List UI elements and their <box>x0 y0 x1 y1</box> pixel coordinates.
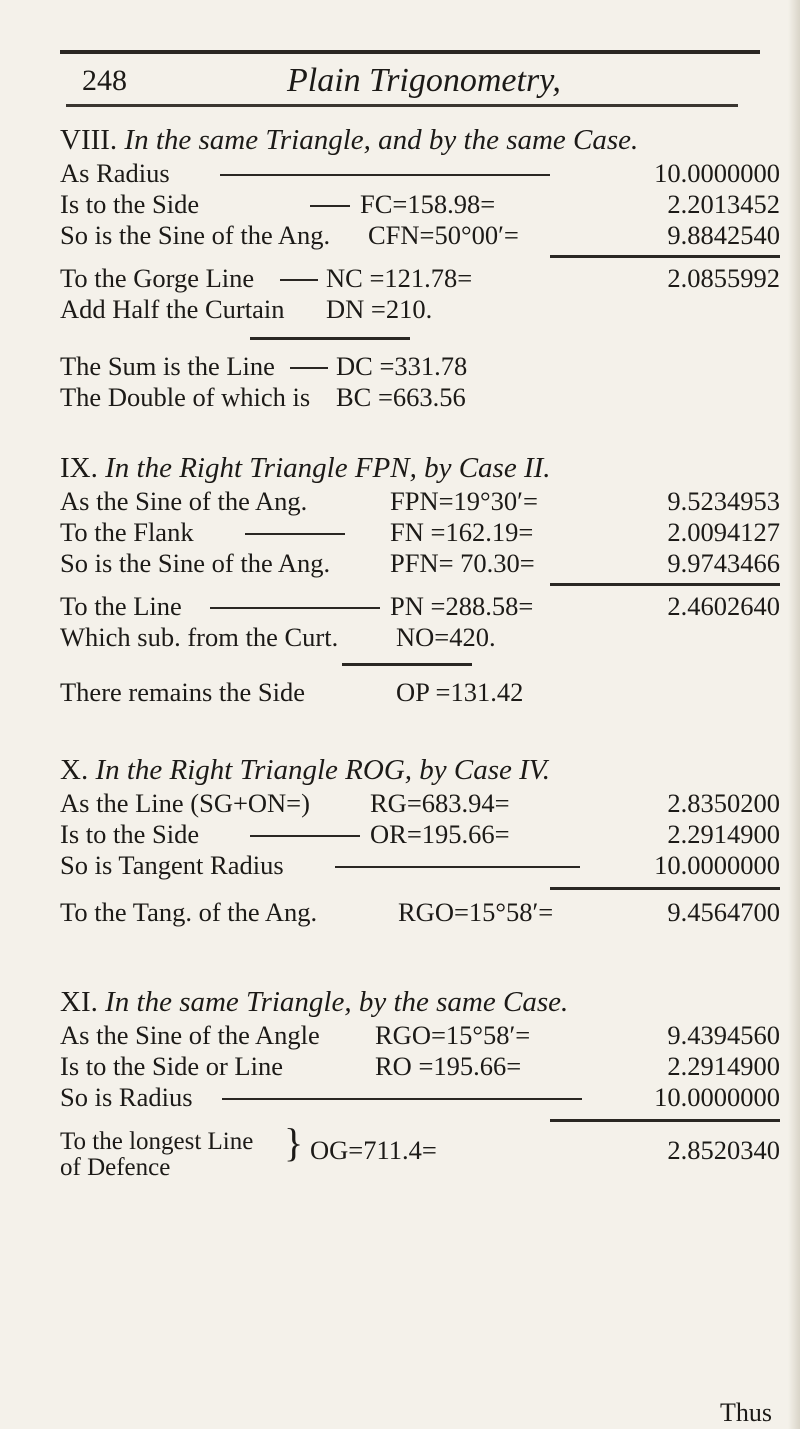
section-heading: In the Right Triangle ROG, by Case IV. <box>95 754 551 786</box>
row-expression: DC =331.78 <box>336 351 468 381</box>
row-label: To the longest Line of Defence <box>60 1128 254 1181</box>
section-heading: In the same Triangle, by the same Case. <box>105 986 569 1018</box>
calc-row <box>60 850 780 881</box>
row-label: So is Tangent Radius <box>60 850 284 880</box>
section-title <box>60 752 780 788</box>
row-value: 9.4564700 <box>667 897 780 927</box>
sum-rule <box>60 653 780 677</box>
row-label: To the Line <box>60 591 182 621</box>
section-numeral: VIII. <box>60 124 118 156</box>
row-value: 2.8520340 <box>667 1135 780 1165</box>
page-number: 248 <box>82 64 127 97</box>
section-ix <box>60 450 780 708</box>
section-numeral: IX. <box>60 452 98 484</box>
calc-row <box>60 1082 780 1113</box>
leader-line <box>210 607 380 609</box>
row-expression: NC =121.78= <box>326 263 473 293</box>
section-x <box>60 752 780 928</box>
header-rule <box>66 104 738 107</box>
row-expression: NO=420. <box>396 622 496 652</box>
row-label: As the Sine of the Ang. <box>60 486 308 516</box>
sum-rule <box>60 881 780 897</box>
calc-row <box>60 591 780 622</box>
row-label: So is the Sine of the Ang. <box>60 220 331 250</box>
calc-row <box>60 548 780 579</box>
row-label: As Radius <box>60 158 170 188</box>
row-expression: RGO=15°58′= <box>375 1020 531 1050</box>
row-value: 10.0000000 <box>654 158 780 188</box>
section-title <box>60 122 780 158</box>
row-expression: PN =288.58= <box>390 591 534 621</box>
row-expression: OR=195.66= <box>370 819 510 849</box>
row-value: 2.8350200 <box>667 788 780 818</box>
calc-row <box>60 677 780 708</box>
calc-row <box>60 486 780 517</box>
row-label: So is Radius <box>60 1082 193 1112</box>
row-label: The Sum is the Line <box>60 351 275 381</box>
row-value: 2.0094127 <box>667 517 780 547</box>
row-label: As the Sine of the Angle <box>60 1020 320 1050</box>
catchword: Thus <box>720 1398 772 1427</box>
row-value: 10.0000000 <box>654 1082 780 1112</box>
leader-line <box>290 367 328 369</box>
section-viii <box>60 122 780 413</box>
calc-row <box>60 622 780 653</box>
sum-rule <box>60 579 780 591</box>
calc-row <box>60 788 780 819</box>
sum-rule <box>60 1113 780 1129</box>
calc-row <box>60 819 780 850</box>
row-label: Which sub. from the Curt. <box>60 622 339 652</box>
calc-row <box>60 351 780 382</box>
row-value: 9.9743466 <box>667 548 780 578</box>
row-label: Is to the Side <box>60 189 200 219</box>
row-label: Add Half the Curtain <box>60 294 285 324</box>
row-label: To the Gorge Line <box>60 263 255 293</box>
row-value: 2.2013452 <box>667 189 780 219</box>
leader-line <box>220 174 550 176</box>
calc-row <box>60 1120 780 1189</box>
running-title: Plain Trigonometry, <box>287 62 561 99</box>
row-value: 2.0855992 <box>667 263 780 293</box>
row-label: Is to the Side or Line <box>60 1051 283 1081</box>
leader-line <box>222 1098 582 1100</box>
leader-line <box>250 835 360 837</box>
brace-icon: } <box>284 1120 304 1165</box>
section-xi <box>60 984 780 1189</box>
section-numeral: X. <box>60 754 89 786</box>
row-expression: BC =663.56 <box>336 382 466 412</box>
row-label: There remains the Side <box>60 677 306 707</box>
row-value: 9.5234953 <box>667 486 780 516</box>
row-value: 2.4602640 <box>667 591 780 621</box>
section-title <box>60 450 780 486</box>
row-value: 9.4394560 <box>667 1020 780 1050</box>
row-expression: FN =162.19= <box>390 517 534 547</box>
leader-line <box>335 866 580 868</box>
row-expression: FPN=19°30′= <box>390 486 538 516</box>
row-expression: DN =210. <box>326 294 433 324</box>
sum-rule <box>60 325 780 351</box>
page-edge-shadow <box>788 0 800 1429</box>
calc-row <box>60 189 780 220</box>
section-title <box>60 984 780 1020</box>
row-label: Is to the Side <box>60 819 200 849</box>
leader-line <box>310 205 350 207</box>
section-heading: In the same Triangle, and by the same Case. <box>124 124 639 156</box>
section-numeral: XI. <box>60 986 98 1018</box>
row-expression: FC=158.98= <box>360 189 496 219</box>
calc-row <box>60 897 780 928</box>
row-label: The Double of which is <box>60 382 311 412</box>
row-value: 2.2914900 <box>667 1051 780 1081</box>
top-edge-rule <box>60 50 760 54</box>
leader-line <box>245 533 345 535</box>
row-expression: PFN= 70.30= <box>390 548 535 578</box>
row-expression: CFN=50°00′= <box>368 220 519 250</box>
row-label: As the Line (SG+ON=) <box>60 788 310 818</box>
row-value: 2.2914900 <box>667 819 780 849</box>
calc-row <box>60 517 780 548</box>
calc-row <box>60 263 780 294</box>
row-expression: RO =195.66= <box>375 1051 522 1081</box>
leader-line <box>280 279 318 281</box>
page-header <box>82 62 742 102</box>
calc-row <box>60 158 780 189</box>
row-label: To the Tang. of the Ang. <box>60 897 318 927</box>
calc-row <box>60 382 780 413</box>
row-expression: OG=711.4= <box>310 1135 437 1165</box>
sum-rule <box>60 251 780 263</box>
calc-row <box>60 1020 780 1051</box>
row-label: So is the Sine of the Ang. <box>60 548 331 578</box>
calc-row <box>60 220 780 251</box>
row-value: 10.0000000 <box>654 850 780 880</box>
row-expression: RG=683.94= <box>370 788 510 818</box>
row-value: 9.8842540 <box>667 220 780 250</box>
row-label: To the Flank <box>60 517 194 547</box>
row-expression: OP =131.42 <box>396 677 524 707</box>
section-heading: In the Right Triangle FPN, by Case II. <box>105 452 551 484</box>
calc-row <box>60 294 780 325</box>
calc-row <box>60 1051 780 1082</box>
row-expression: RGO=15°58′= <box>398 897 554 927</box>
